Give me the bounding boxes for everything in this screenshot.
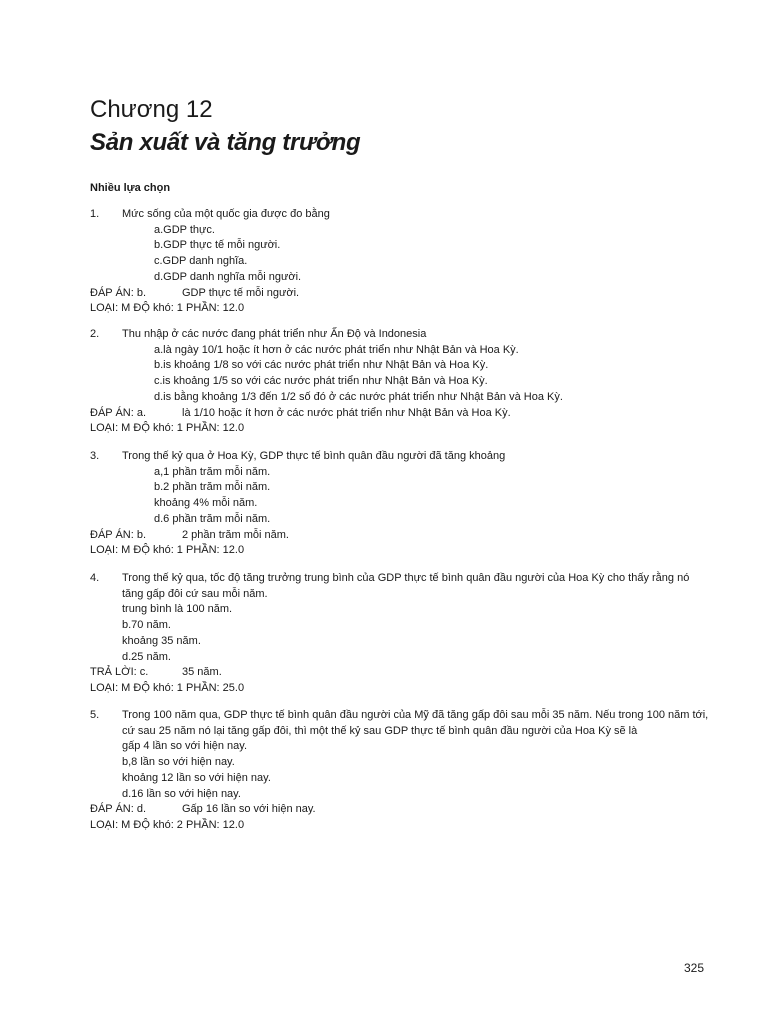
answer-option: a,1 phần trăm mỗi năm.	[154, 465, 271, 478]
answer-option: b.70 năm.	[122, 619, 171, 632]
question-stem: Thu nhập ở các nước đang phát triển như Ấn Độ và Indonesia	[122, 328, 427, 340]
question-stem-row	[90, 327, 710, 406]
question-meta: LOẠI: M ĐỘ khó: 1 PHẦN: 12.0	[90, 544, 245, 557]
answer-option: trung bình là 100 năm.	[122, 603, 233, 616]
answer-text: 35 năm.	[182, 666, 222, 679]
answer-text: là 1/10 hoặc ít hơn ở các nước phát triển như Nhật Bản và Hoa Kỳ.	[182, 406, 511, 419]
question-stem-row	[90, 449, 710, 528]
chapter-subtitle: Sản xuất và tăng trưởng	[90, 129, 361, 156]
answer-option: b.GDP thực tế mỗi người.	[154, 239, 281, 252]
answer-option: khoảng 35 năm.	[122, 634, 201, 647]
answer-label: TRẢ LỜI: c.	[90, 666, 149, 679]
question-stem-row	[90, 207, 710, 286]
question-number: 1.	[90, 208, 100, 220]
question-stem: Trong thế kỷ qua ở Hoa Kỳ, GDP thực tế bình quân đầu người đã tăng khoảng	[122, 450, 506, 462]
question-stem: Mức sống của một quốc gia được đo bằng	[122, 208, 330, 220]
question-number: 3.	[90, 450, 100, 462]
question-stem-row	[90, 571, 710, 665]
question-2	[90, 327, 710, 437]
answer-label: ĐÁP ÁN: b.	[90, 286, 147, 299]
answer-key	[90, 406, 710, 422]
answer-option: c.GDP danh nghĩa.	[154, 255, 248, 268]
answer-option: d.6 phần trăm mỗi năm.	[154, 512, 271, 525]
answer-option: khoảng 12 lần so với hiện nay.	[122, 771, 271, 784]
question-stem-row	[90, 708, 710, 802]
answer-option: b.is khoảng 1/8 so với các nước phát triển như Nhật Bản và Hoa Kỳ.	[154, 359, 489, 372]
chapter-title: Chương 12	[90, 96, 213, 123]
answer-text: 2 phần trăm mỗi năm.	[182, 528, 289, 541]
question-3	[90, 449, 710, 559]
question-4	[90, 571, 710, 697]
section-heading: Nhiều lựa chọn	[90, 182, 171, 194]
answer-text: Gấp 16 lần so với hiện nay.	[182, 803, 316, 816]
answer-option: b.2 phần trăm mỗi năm.	[154, 481, 271, 494]
answer-option: d.25 năm.	[122, 650, 171, 663]
question-number: 2.	[90, 328, 100, 340]
answer-option: c.is khoảng 1/5 so với các nước phát triển như Nhật Bản và Hoa Kỳ.	[154, 375, 488, 388]
question-meta: LOẠI: M ĐỘ khó: 1 PHẦN: 12.0	[90, 422, 245, 435]
question-number: 4.	[90, 572, 100, 584]
answer-option: b,8 lần so với hiện nay.	[122, 756, 235, 769]
answer-text: GDP thực tế mỗi người.	[182, 286, 300, 299]
answer-key	[90, 665, 710, 681]
answer-option: a.là ngày 10/1 hoặc ít hơn ở các nước phát triển như Nhật Bản và Hoa Kỳ.	[154, 343, 519, 356]
answer-label: ĐÁP ÁN: d.	[90, 803, 147, 816]
question-stem: Trong 100 năm qua, GDP thực tế bình quân đầu người của Mỹ đã tăng gấp đôi sau mỗi 35 năm. Nếu trong 100 năm tới, cứ sau 25 năm nó lại tăng gấp đôi, thì một thế kỷ sau GDP thực tế bình quân đầu người của Hoa Kỳ sẽ là	[122, 709, 709, 737]
answer-option: d.16 lần so với hiện nay.	[122, 787, 241, 800]
answer-option: a.GDP thực.	[154, 223, 215, 236]
answer-option: gấp 4 lần so với hiện nay.	[122, 740, 248, 753]
question-meta: LOẠI: M ĐỘ khó: 1 PHẦN: 25.0	[90, 681, 245, 694]
answer-option: d.is bằng khoảng 1/3 đến 1/2 số đó ở các nước phát triển như Nhật Bản và Hoa Kỳ.	[154, 390, 563, 403]
page-number: 325	[684, 961, 705, 975]
answer-label: ĐÁP ÁN: b.	[90, 528, 147, 541]
answer-key	[90, 528, 710, 544]
answer-label: ĐÁP ÁN: a.	[90, 406, 147, 419]
question-meta: LOẠI: M ĐỘ khó: 1 PHẦN: 12.0	[90, 302, 245, 315]
answer-key	[90, 802, 710, 818]
question-number: 5.	[90, 709, 100, 721]
answer-option: d.GDP danh nghĩa mỗi người.	[154, 270, 302, 283]
question-meta: LOẠI: M ĐỘ khó: 2 PHẦN: 12.0	[90, 818, 245, 831]
question-1	[90, 207, 710, 317]
answer-key	[90, 286, 710, 302]
answer-option: khoảng 4% mỗi năm.	[154, 497, 258, 510]
question-5	[90, 708, 710, 834]
question-stem: Trong thế kỷ qua, tốc độ tăng trưởng trung bình của GDP thực tế bình quân đầu người của Hoa Kỳ cho thấy rằng nó tăng gấp đôi cứ sau mỗi năm.	[122, 572, 690, 600]
